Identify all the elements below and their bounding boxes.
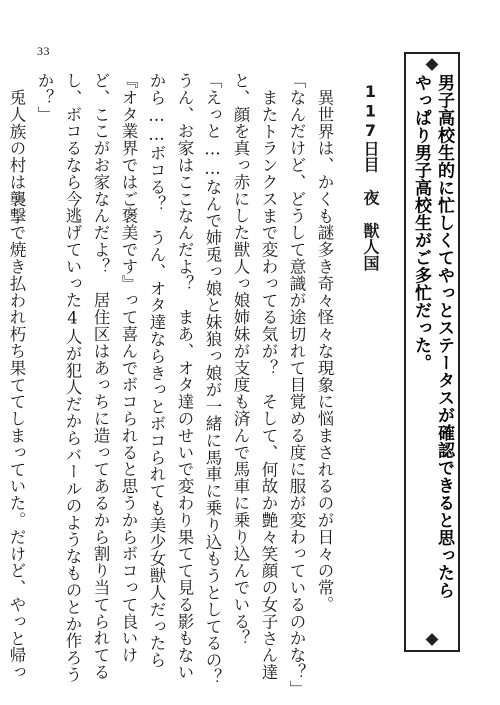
title-line-2: やっぱり男子高校生がご多忙だった。	[411, 74, 431, 372]
paragraph: またトランクスまで変わってる気が？ そして、何故か艶々笑顔の女子さん達と、顔を真っ赤にした獣人っ娘姉妹が支度も済んで馬車に乗り込んでいる？	[231, 72, 278, 680]
paragraph: 異世界は、かくも謎多き奇々怪々な現象に悩まされるのが日々の常。	[315, 88, 334, 613]
paragraph: 「なんだけど、どうして意識が途切れて目覚める度に服が変わっているのかな？」	[287, 72, 306, 698]
page-number: 33	[37, 44, 50, 58]
section-heading: 117日目 夜 獣人国	[361, 82, 380, 272]
paragraph: 兎人族の村は襲撃で焼き払われ朽ち果ててしまっていた。だけど、やっと帰っ	[7, 88, 26, 680]
chapter-title-banner	[404, 52, 460, 652]
body-text	[7, 72, 388, 703]
paragraph: 「えっと……なんで姉兎っ娘と妹狼っ娘が一緒に馬車に乗り込もうとしてるの？ うん、お家はここなんだよ？ まあ、オタ達のせいで変わり果てて見る影もないから……ボコる？ うん、オタ達ならきっとボコられても美少女獣人だったら『オタ業界ではご褒美です』って喜んでボコられると思うからボコって良いけど、ここがお家なんだよ？ 居住区はあっちに造ってあるから割り当てられてるし、ボコるなら今逃げていった4人が犯人だからバールのようなものとか作ろうか？」	[35, 72, 222, 703]
title-line-1: 男子高校生的に忙しくてやっとステータスが確認できると思ったら	[434, 74, 454, 599]
